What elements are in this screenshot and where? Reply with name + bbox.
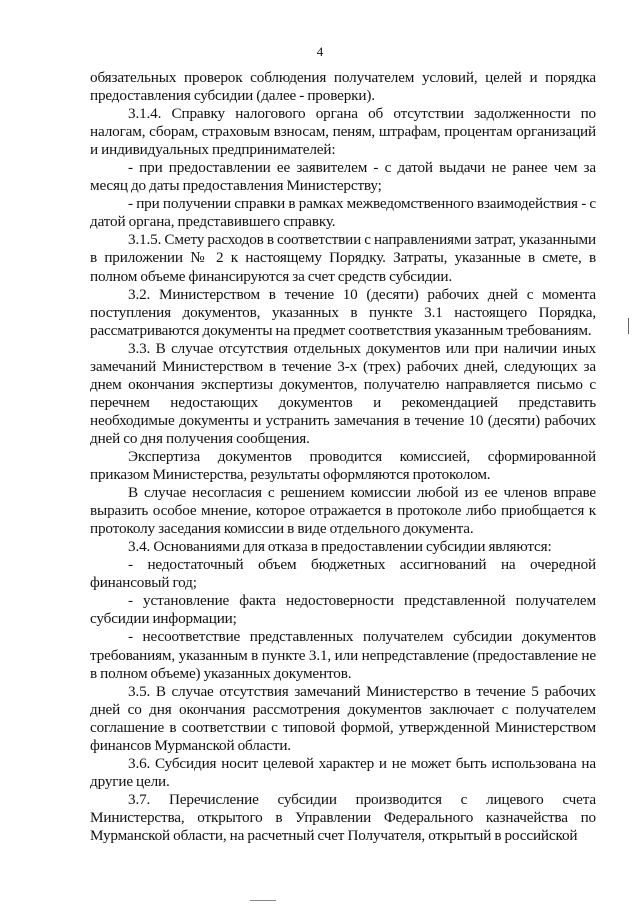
paragraph-2: 3.1.4. Справку налогового органа об отсутствии задолженности по налогам, сборам, страховым взносам, пеням, штрафам, процентам организаций и индивидуальных предпринимателей:	[90, 105, 596, 159]
paragraph-10: 3.4. Основаниями для отказа в предоставлении субсидии являются:	[128, 538, 552, 556]
paragraph-11: - недостаточный объем бюджетных ассигнований на очередной финансовый год;	[90, 556, 596, 592]
paragraph-14: 3.5. В случае отсутствия замечаний Министерство в течение 5 рабочих дней со дня окончания рассмотрения документов заключает с получателем соглашение в соответствии с типовой формой, утвержденной Министерством финансов Мурманской области.	[90, 682, 596, 754]
footer-mark	[250, 900, 276, 901]
paragraph-9: В случае несогласия с решением комиссии любой из ее членов вправе выразить особое мнение, которое отражается в протоколе либо приобщается к протоколу заседания комиссии в виде отдельного документа.	[90, 484, 596, 538]
paragraph-13: - несоответствие представленных получателем субсидии документов требованиям, указанным в пункте 3.1, или непредставление (предоставление не в полном объеме) указанных документов.	[90, 628, 596, 682]
paragraph-4: - при получении справки в рамках межведомственного взаимодействия - с датой органа, представившего справку.	[90, 195, 596, 231]
margin-mark	[628, 318, 629, 334]
paragraph-7: 3.3. В случае отсутствия отдельных документов или при наличии иных замечаний Министерством в течение 3-х (трех) рабочих дней, следующих за днем окончания экспертизы документов, получателю направляется письмо с перечнем недостающих документов и рекомендацией представить необходимые документы и устранить замечания в течение 10 (десяти) рабочих дней со дня получения сообщения.	[90, 339, 596, 447]
paragraph-3: - при предоставлении ее заявителем - с датой выдачи не ранее чем за месяц до даты предоставления Министерству;	[90, 159, 596, 195]
page-number: 4	[316, 44, 324, 59]
paragraph-15: 3.6. Субсидия носит целевой характер и не может быть использована на другие цели.	[90, 754, 596, 790]
paragraph-12: - установление факта недостоверности представленной получателем субсидии информации;	[90, 592, 596, 628]
paragraph-6: 3.2. Министерством в течение 10 (десяти) рабочих дней с момента поступления документов, указанных в пункте 3.1 настоящего Порядка, рассматриваются документы на предмет соответствия указанным требованиям.	[90, 285, 596, 339]
paragraph-8: Экспертиза документов проводится комиссией, сформированной приказом Министерства, результаты оформляются протоколом.	[90, 447, 596, 484]
paragraph-5: 3.1.5. Смету расходов в соответствии с направлениями затрат, указанными в приложении № 2 к настоящему Порядку. Затраты, указанные в смете, в полном объеме финансируются за счет средств субсидии.	[90, 231, 596, 285]
paragraph-16: 3.7. Перечисление субсидии производится с лицевого счета Министерства, открытого в Управлении Федерального казначейства по Мурманской области, на расчетный счет Получателя, открытый в российской	[90, 790, 596, 844]
document-body	[90, 69, 596, 845]
paragraph-1: обязательных проверок соблюдения получателем условий, целей и порядка предоставления субсидии (далее - проверки).	[90, 69, 596, 105]
